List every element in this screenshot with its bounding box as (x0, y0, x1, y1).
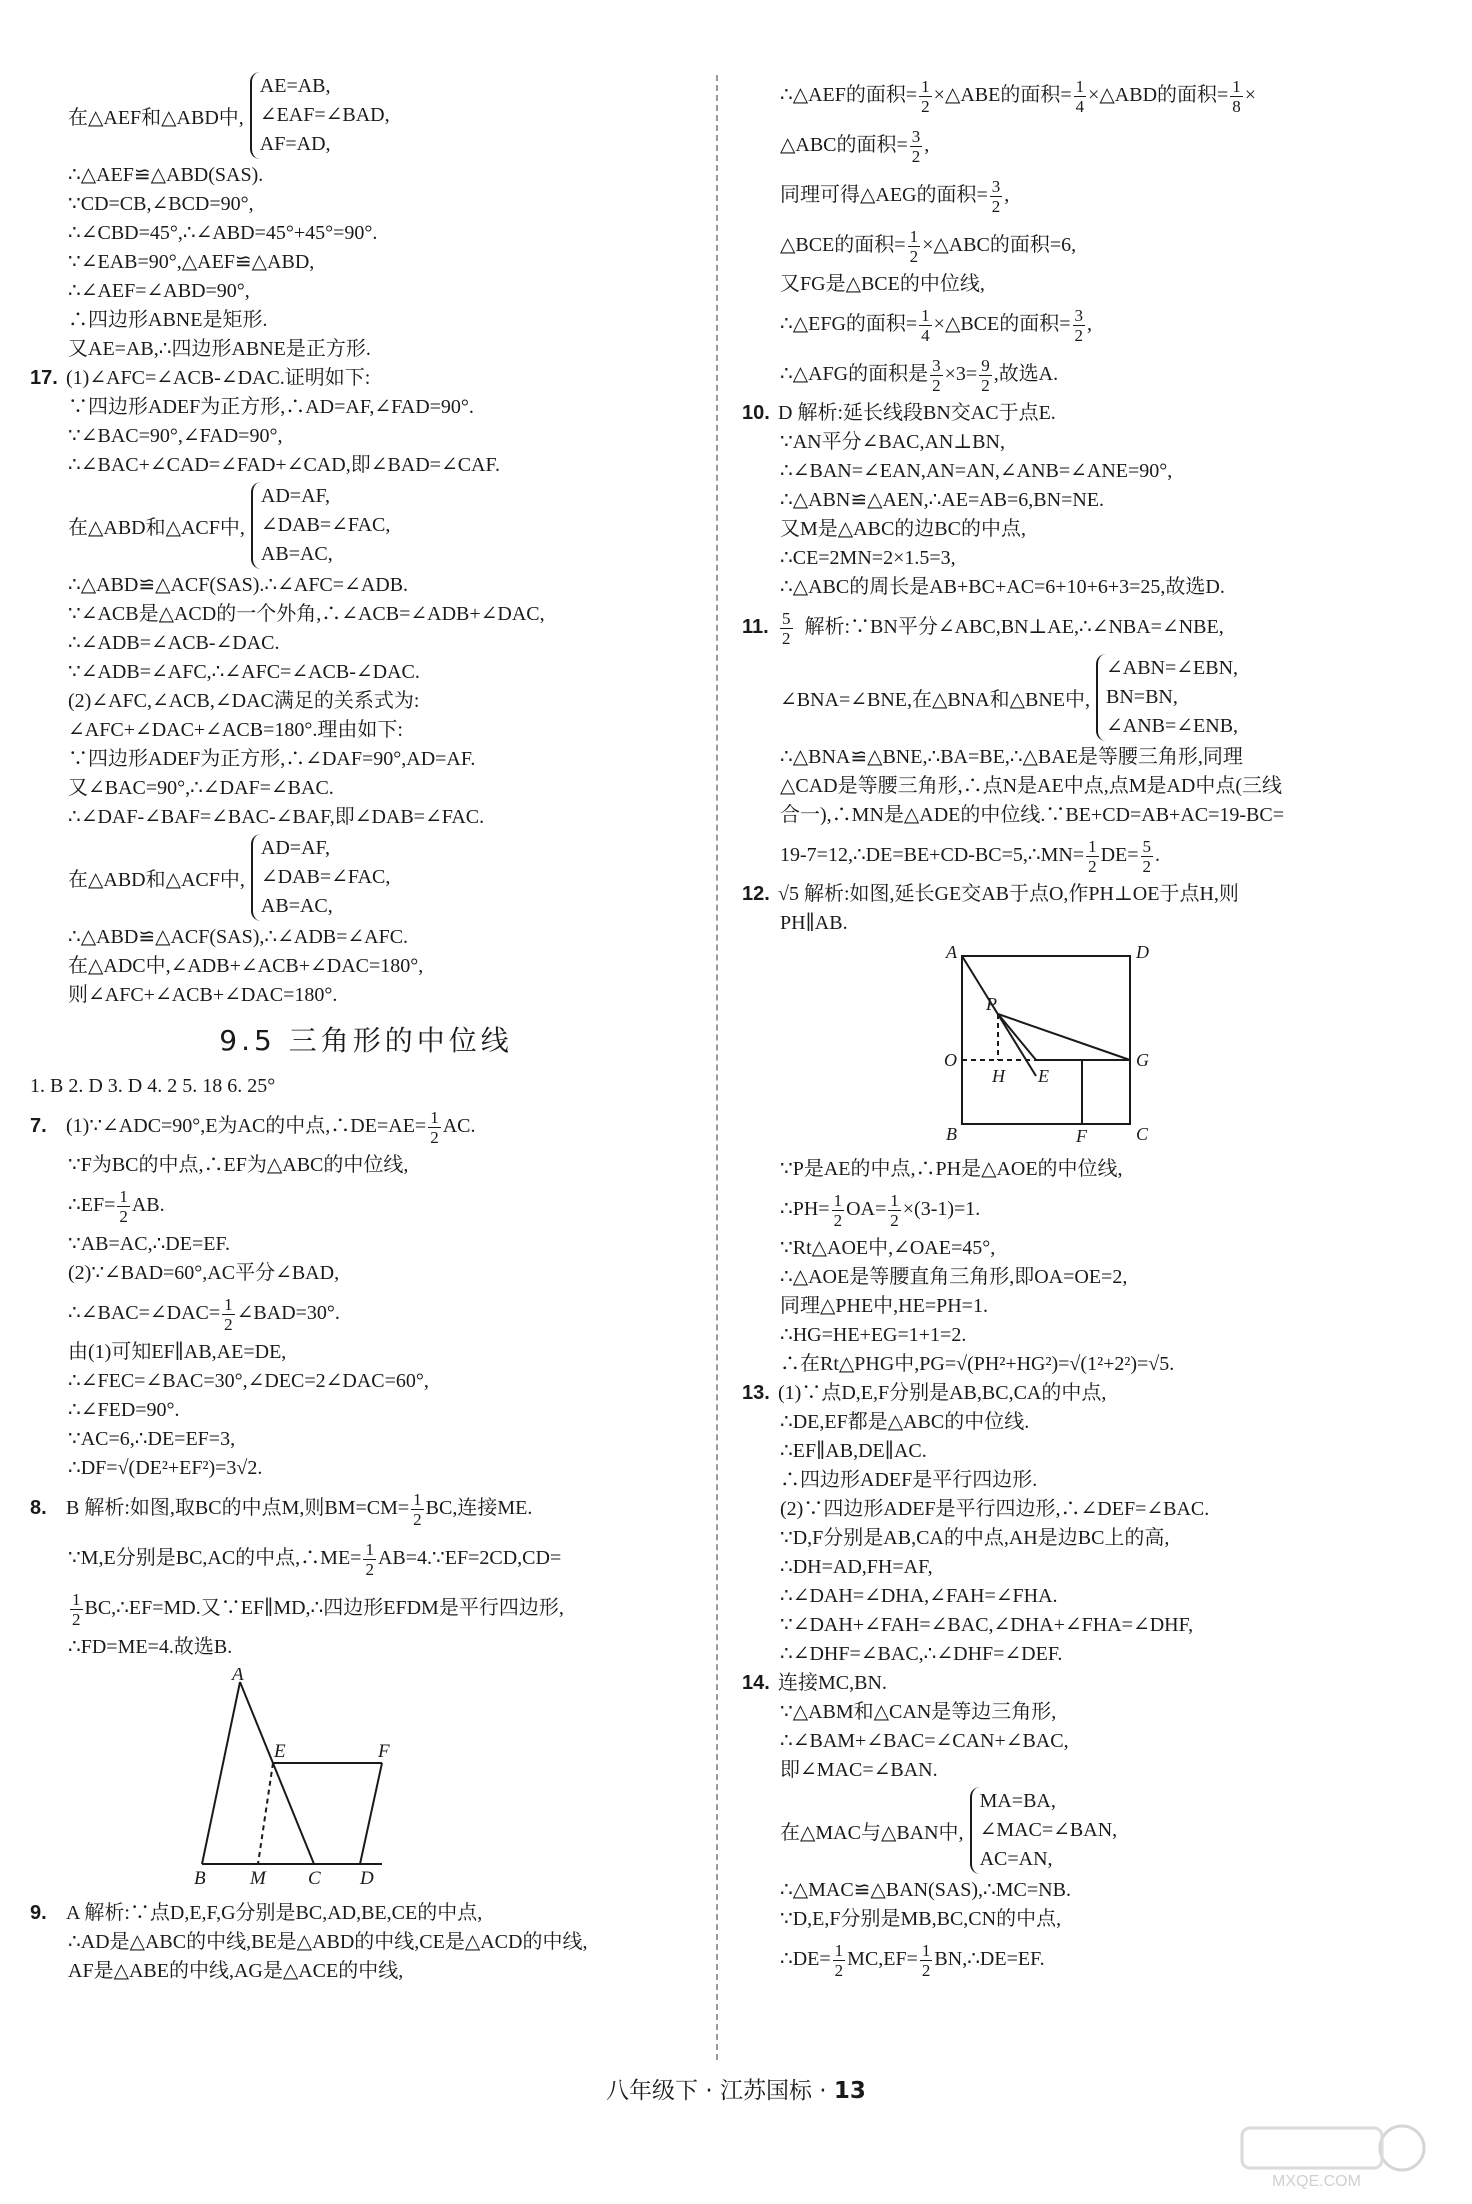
question-10: 10. D 解析:延长线段BN交AC于点E. (742, 399, 1442, 428)
text-line: (2)∵∠BAD=60°,AC平分∠BAD, (68, 1262, 340, 1284)
point-label-g: G (1136, 1050, 1149, 1070)
text-line: ∴∠CBD=45°,∴∠ABD=45°+45°=90°. (68, 222, 378, 244)
text-line: ∴△AEF≌△ABD(SAS). (68, 164, 264, 186)
point-label-b: B (194, 1868, 206, 1888)
text-line: ∴∠DAF-∠BAF=∠BAC-∠BAF,即∠DAB=∠FAC. (68, 806, 485, 828)
congruence-condition-abd-acf: 在△ABD和△ACF中, AD=AF, ∠DAB=∠FAC, AB=AC, (30, 482, 702, 569)
fraction-five-halves: $\frac{5}{2}$ (782, 608, 791, 648)
text-line: ∵∠EAB=90°,△AEF≌△ABD, (68, 251, 315, 273)
right-column (742, 70, 1442, 1984)
fraction-half: $\frac{1}{2}$ (365, 1539, 374, 1579)
question-number: 7. (30, 1115, 47, 1137)
fraction-half: $\frac{1}{2}$ (833, 1190, 843, 1230)
text-line: ∴△AEF的面积= $\frac{1}{2}$ ×△ABE的面积= $\frac{1}{4}$ ×△ABD的面积= $\frac{1}{8}$ × (780, 76, 1257, 116)
text-line: ∴DF=√(DE²+EF²)=3√2. (68, 1457, 263, 1479)
text-line: ∵∠BAC=90°,∠FAD=90°, (68, 425, 283, 447)
text-line: ∵D,E,F分别是MB,BC,CN的中点, (780, 1908, 1062, 1930)
point-label-b: B (946, 1124, 957, 1144)
text-line: AF是△ABE的中线,AG是△ACE的中线, (68, 1960, 404, 1982)
text-line: ∵CD=CB,∠BCD=90°, (68, 193, 254, 215)
question-number: 17. (30, 367, 58, 389)
left-column (30, 70, 702, 1986)
fraction-three-halves: $\frac{3}{2}$ (932, 355, 941, 395)
point-label-e: E (274, 1741, 286, 1762)
watermark-logo (1232, 2120, 1432, 2190)
text-line: 同理△PHE中,HE=PH=1. (780, 1295, 988, 1317)
text-line: 合一),∴MN是△ADE的中位线.∵BE+CD=AB+AC=19-BC= (780, 804, 1285, 826)
text-line: ∴DH=AD,FH=AF, (780, 1556, 933, 1578)
text-line: ∴PH= $\frac{1}{2}$ OA= $\frac{1}{2}$ ×(3-1)=1. (780, 1190, 981, 1230)
text-line: ∴CE=2MN=2×1.5=3, (780, 547, 956, 569)
square-diagram (942, 944, 1162, 1144)
fraction-half: $\frac{1}{2}$ (430, 1107, 439, 1147)
point-label-c: C (308, 1868, 321, 1888)
text-line: 又∠BAC=90°,∴∠DAF=∠BAC. (68, 777, 334, 799)
text-line: ∴△ABC的周长是AB+BC+AC=6+10+6+3=25,故选D. (780, 576, 1225, 598)
fraction-half: $\frac{1}{2}$ (921, 1940, 931, 1980)
text-line: ∴△ABN≌△AEN,∴AE=AB=6,BN=NE. (780, 489, 1105, 511)
text-line: ∵F为BC的中点,∴EF为△ABC的中位线, (68, 1154, 409, 1176)
fraction-half: $\frac{1}{2}$ (834, 1940, 844, 1980)
fraction-half: $\frac{1}{2}$ (890, 1190, 899, 1230)
brace-list: MA=BA, ∠MAC=∠BAN, AC=AN, (970, 1787, 1118, 1874)
text-line: 即∠MAC=∠BAN. (780, 1759, 938, 1781)
fraction-half: $\frac{1}{2}$ (72, 1589, 81, 1629)
text-line: ∵∠DAH+∠FAH=∠BAC,∠DHA+∠FHA=∠DHF, (780, 1614, 1194, 1636)
text-line: ∴∠BAC+∠CAD=∠FAD+∠CAD,即∠BAD=∠CAF. (68, 454, 501, 476)
answer-list: 1. B 2. D 3. D 4. 2 5. 18 6. 25° (30, 1075, 276, 1097)
point-label-o: O (944, 1050, 957, 1070)
text-line: ∴△MAC≌△BAN(SAS),∴MC=NB. (780, 1879, 1071, 1901)
text-line: ∵AC=6,∴DE=EF=3, (68, 1428, 236, 1450)
segment-fd (360, 1763, 382, 1864)
fraction-eighth: $\frac{1}{8}$ (1232, 76, 1241, 116)
text-line: $\frac{1}{2}$ BC,∴EF=MD.又∵EF∥MD,∴四边形EFDM是平行四边形, (72, 1589, 564, 1629)
text-line: ∴∠BAC=∠DAC= $\frac{1}{2}$ ∠BAD=30°. (68, 1294, 340, 1334)
question-11: 11. $\frac{5}{2}$ 解析:∵BN平分∠ABC,BN⊥AE,∴∠NBA=∠NBE, (742, 602, 1442, 652)
page-number: 13 (833, 2078, 866, 2104)
fraction-three-halves: $\frac{3}{2}$ (911, 126, 921, 166)
text-line: ∵AN平分∠BAC,AN⊥BN, (780, 431, 1005, 453)
point-label-d: D (1136, 944, 1149, 962)
question-9: 9. A 解析:∵点D,E,F,G分别是BC,AD,BE,CE的中点, (30, 1899, 702, 1928)
text-line: △ABC的面积= $\frac{3}{2}$ , (780, 126, 930, 166)
text-line: ∴∠FEC=∠BAC=30°,∠DEC=2∠DAC=60°, (68, 1370, 429, 1392)
question-number: 11. (742, 616, 769, 638)
geometry-diagram (30, 1668, 590, 1888)
text-line: ∴四边形ABNE是矩形. (68, 309, 268, 331)
question-number: 9. (30, 1902, 47, 1924)
text-line: 又FG是△BCE的中位线, (780, 273, 985, 295)
segment-ab (202, 1682, 240, 1864)
text-line: 又AE=AB,∴四边形ABNE是正方形. (68, 338, 371, 360)
text-line: ∴∠AEF=∠ABD=90°, (68, 280, 250, 302)
footer-text: 八年级下 · 江苏国标 · (606, 2078, 834, 2104)
fraction-three-halves: $\frac{3}{2}$ (991, 176, 1001, 216)
congruence-condition-bna-bne: ∠BNA=∠BNE,在△BNA和△BNE中, ∠ABN=∠EBN, BN=BN, ∠ANB=∠ENB, (742, 654, 1442, 741)
text-line: 则∠AFC+∠ACB+∠DAC=180°. (68, 984, 338, 1006)
fraction-half: $\frac{1}{2}$ (909, 226, 919, 266)
text-line: ∴∠BAN=∠EAN,AN=AN,∠ANB=∠ANE=90°, (780, 460, 1173, 482)
question-number: 8. (30, 1497, 47, 1519)
question-7: 7. (1)∵∠ADC=90°,E为AC的中点,∴DE=AE= $\frac{1}{2}$ AC. (30, 1101, 702, 1151)
text-line: ∵Rt△AOE中,∠OAE=45°, (780, 1237, 996, 1259)
fraction-half: $\frac{1}{2}$ (1088, 836, 1097, 876)
text-line: ∵四边形ADEF为正方形,∴AD=AF,∠FAD=90°. (68, 396, 474, 418)
point-label-m: M (250, 1868, 266, 1888)
question-number: 10. (742, 402, 770, 424)
text-line: ∴△AOE是等腰直角三角形,即OA=OE=2, (780, 1266, 1128, 1288)
text-line: 在△ADC中,∠ADB+∠ACB+∠DAC=180°, (68, 955, 424, 977)
brace-list: ∠ABN=∠EBN, BN=BN, ∠ANB=∠ENB, (1096, 654, 1238, 741)
congruence-condition-abd-acf-2: 在△ABD和△ACF中, AD=AF, ∠DAB=∠FAC, AB=AC, (30, 834, 702, 921)
text-line: ∴AD是△ABC的中线,BE是△ABD的中线,CE是△ACD的中线, (68, 1931, 588, 1953)
text-line: (2)∠AFC,∠ACB,∠DAC满足的关系式为: (68, 690, 420, 712)
fraction-quarter: $\frac{1}{4}$ (921, 305, 930, 345)
section-title: 9.5 三角形的中位线 (219, 1024, 513, 1057)
question-12: 12. √5 解析:如图,延长GE交AB于点O,作PH⊥OE于点H,则 (742, 880, 1442, 909)
text-line: ∴∠FED=90°. (68, 1399, 180, 1421)
text-line: ∴DE,EF都是△ABC的中位线. (780, 1411, 1030, 1433)
congruence-condition-mac-ban: 在△MAC与△BAN中, MA=BA, ∠MAC=∠BAN, AC=AN, (742, 1787, 1442, 1874)
text-line: ∴在Rt△PHG中,PG=√(PH²+HG²)=√(1²+2²)=√5. (780, 1353, 1175, 1375)
square-abcd (962, 956, 1130, 1124)
figure-question-8 (30, 1668, 702, 1893)
fraction-half: $\frac{1}{2}$ (921, 76, 930, 116)
text-line: ∴∠DAH=∠DHA,∠FAH=∠FHA. (780, 1585, 1058, 1607)
text-line: ∴四边形ADEF是平行四边形. (780, 1469, 1038, 1491)
text-line: PH∥AB. (780, 912, 848, 934)
fraction-half: $\frac{1}{2}$ (413, 1489, 422, 1529)
fraction-half: $\frac{1}{2}$ (224, 1294, 233, 1334)
text-line: 由(1)可知EF∥AB,AE=DE, (68, 1341, 287, 1363)
question-number: 12. (742, 883, 770, 905)
point-label-f: F (378, 1741, 390, 1762)
brace-list: AE=AB, ∠EAF=∠BAD, AF=AD, (250, 72, 390, 159)
text-line: (2)∵四边形ADEF是平行四边形,∴∠DEF=∠BAC. (780, 1498, 1210, 1520)
text-line: ∴△EFG的面积= $\frac{1}{4}$ ×△BCE的面积= $\frac{3}{2}$ , (780, 305, 1093, 345)
text-line: 同理可得△AEG的面积= $\frac{3}{2}$ , (780, 176, 1010, 216)
text-line: ∵四边形ADEF为正方形,∴∠DAF=90°,AD=AF. (68, 748, 476, 770)
point-label-a: A (946, 944, 957, 962)
fraction-quarter: $\frac{1}{4}$ (1075, 76, 1085, 116)
point-label-p: P (986, 994, 997, 1014)
text-line: △CAD是等腰三角形,∴点N是AE中点,点M是AD中点(三线 (780, 775, 1283, 797)
text-line: ∴EF∥AB,DE∥AC. (780, 1440, 927, 1462)
text-line: 19-7=12,∴DE=BE+CD-BC=5,∴MN= $\frac{1}{2}$ DE= $\frac{5}{2}$ . (780, 836, 1161, 876)
text-line: ∵△ABM和△CAN是等边三角形, (780, 1701, 1057, 1723)
page-footer (0, 2072, 1472, 2105)
figure-question-12 (742, 944, 1442, 1149)
text-line: ∴△ABD≌△ACF(SAS),∴∠ADB=∠AFC. (68, 926, 409, 948)
text-line: ∴△AFG的面积是 $\frac{3}{2}$ ×3= $\frac{9}{2}$ ,故选A. (780, 355, 1059, 395)
text-line: ∵∠ADB=∠AFC,∴∠AFC=∠ACB-∠DAC. (68, 661, 420, 683)
point-label-f: F (1076, 1126, 1087, 1144)
text-line: ∵M,E分别是BC,AC的中点,∴ME= $\frac{1}{2}$ AB=4.∵EF=2CD,CD= (68, 1539, 562, 1579)
question-number: 14. (742, 1672, 770, 1694)
text-line: ∴∠DHF=∠BAC,∴∠DHF=∠DEF. (780, 1643, 1063, 1665)
point-label-a: A (232, 1668, 244, 1685)
point-label-d: D (360, 1868, 374, 1888)
fraction-half: $\frac{1}{2}$ (119, 1186, 128, 1226)
question-8: 8. B 解析:如图,取BC的中点M,则BM=CM= $\frac{1}{2}$ BC,连接ME. (30, 1483, 702, 1533)
question-number: 13. (742, 1382, 770, 1404)
text-line: ∴△BNA≌△BNE,∴BA=BE,∴△BAE是等腰三角形,同理 (780, 746, 1243, 768)
watermark-text: MXQE.COM (1272, 2173, 1361, 2190)
text-line: ∴FD=ME=4.故选B. (68, 1636, 233, 1658)
brace-list: AD=AF, ∠DAB=∠FAC, AB=AC, (251, 482, 390, 569)
question-14: 14. 连接MC,BN. (742, 1669, 1442, 1698)
text-line: ∵AB=AC,∴DE=EF. (68, 1233, 230, 1255)
point-label-h: H (992, 1066, 1005, 1086)
text-line: ∴HG=HE+EG=1+1=2. (780, 1324, 967, 1346)
text-line: 又M是△ABC的边BC的中点, (780, 518, 1026, 540)
text-line: ∴∠ADB=∠ACB-∠DAC. (68, 632, 280, 654)
text-line: ∵∠ACB是△ACD的一个外角,∴∠ACB=∠ADB+∠DAC, (68, 603, 545, 625)
question-17: 17. (1)∠AFC=∠ACB-∠DAC.证明如下: (30, 364, 702, 393)
point-label-c: C (1136, 1124, 1149, 1144)
fraction-three-halves: $\frac{3}{2}$ (1074, 305, 1084, 345)
point-label-e: E (1038, 1066, 1049, 1086)
brace-list: AD=AF, ∠DAB=∠FAC, AB=AC, (251, 834, 390, 921)
text-line: ∵D,F分别是AB,CA的中点,AH是边BC上的高, (780, 1527, 1170, 1549)
text-line: ∠AFC+∠DAC+∠ACB=180°.理由如下: (68, 719, 403, 741)
question-13: 13. (1)∵点D,E,F分别是AB,BC,CA的中点, (742, 1379, 1442, 1408)
fraction-five-halves: $\frac{5}{2}$ (1142, 836, 1152, 876)
segment-ac (240, 1682, 314, 1864)
text-line: ∴EF= $\frac{1}{2}$ AB. (68, 1186, 165, 1226)
congruence-condition-aef-abd: 在△AEF和△ABD中, AE=AB, ∠EAF=∠BAD, AF=AD, (30, 72, 702, 159)
text-line: ∵P是AE的中点,∴PH是△AOE的中位线, (780, 1158, 1123, 1180)
column-divider (716, 75, 718, 2060)
text-line: ∴△ABD≌△ACF(SAS).∴∠AFC=∠ADB. (68, 574, 409, 596)
fraction-nine-halves: $\frac{9}{2}$ (981, 355, 990, 395)
text-line: △BCE的面积= $\frac{1}{2}$ ×△ABC的面积=6, (780, 226, 1077, 266)
text-line: ∴∠BAM+∠BAC=∠CAN+∠BAC, (780, 1730, 1069, 1752)
segment-me-dashed (258, 1763, 273, 1864)
text-line: ∴DE= $\frac{1}{2}$ MC,EF= $\frac{1}{2}$ BN,∴DE=EF. (780, 1940, 1045, 1980)
